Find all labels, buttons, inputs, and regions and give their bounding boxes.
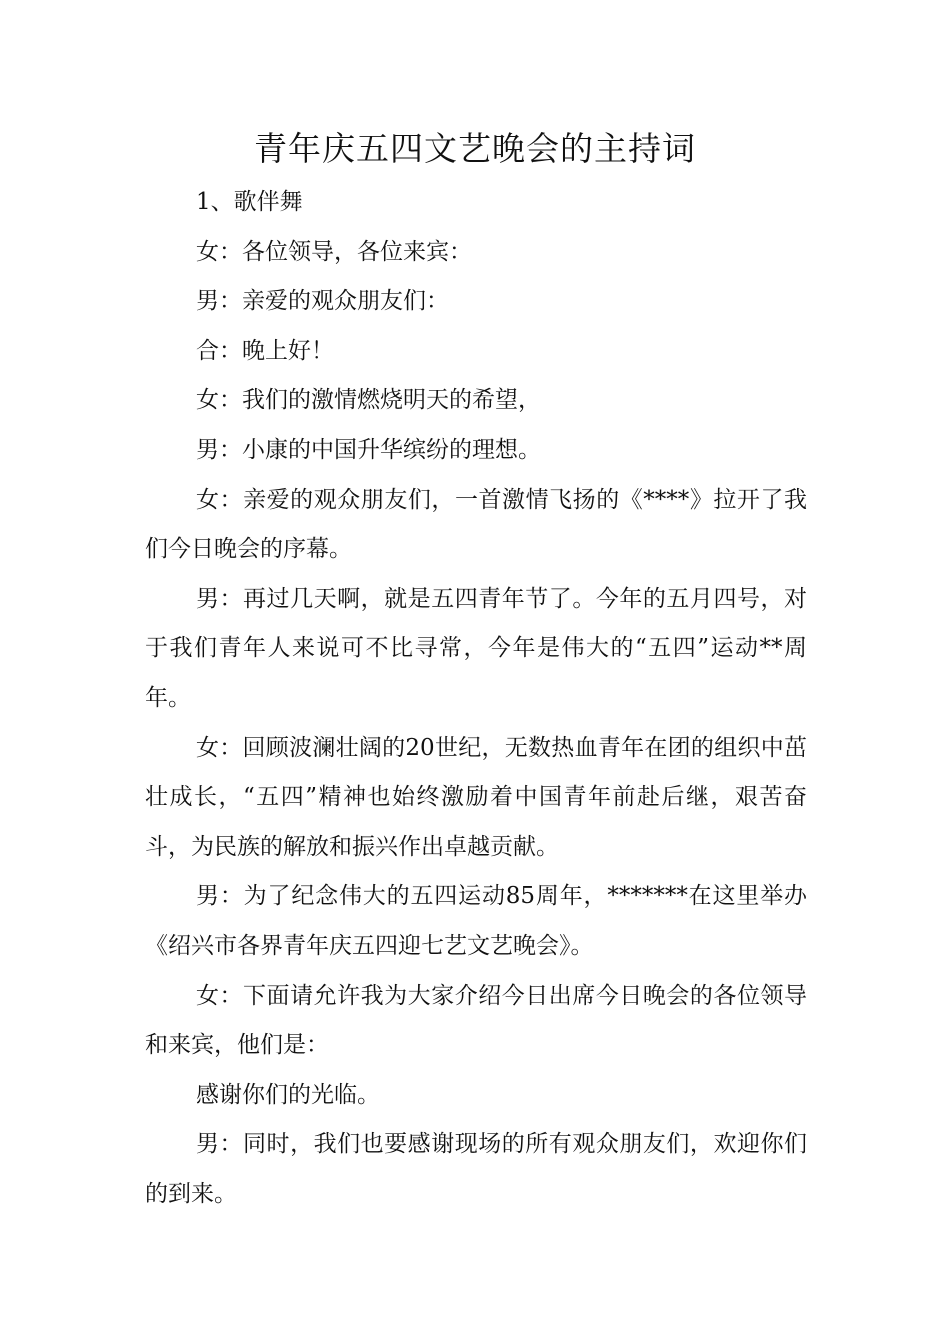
paragraph: 男：小康的中国升华缤纷的理想。: [196, 436, 541, 463]
document-title: 青年庆五四文艺晚会的主持词: [254, 129, 696, 168]
paragraph: 女：回顾波澜壮阔的20世纪，无数热血青年在团的组织中茁壮成长，“五四”精神也始终激励着中国青年前赴后继，艰苦奋斗，为民族的解放和振兴作出卓越贡献。: [145, 734, 807, 860]
paragraph: 男：为了纪念伟大的五四运动85周年，*******在这里举办《绍兴市各界青年庆五四迎七艺文艺晚会》。: [145, 883, 807, 959]
paragraph: 男：同时，我们也要感谢现场的所有观众朋友们，欢迎你们的到来。: [145, 1131, 807, 1207]
paragraph: 男：再过几天啊，就是五四青年节了。今年的五月四号，对于我们青年人来说可不比寻常，今年是伟大的“五四”运动**周年。: [145, 585, 807, 711]
paragraph: 1、歌伴舞: [196, 189, 303, 215]
paragraph: 感谢你们的光临。: [196, 1081, 380, 1108]
document-body: [145, 178, 807, 1219]
paragraph: 合：晚上好！: [196, 337, 334, 364]
paragraph: 女：各位领导，各位来宾：: [196, 238, 472, 265]
paragraph: 女：下面请允许我为大家介绍今日出席今日晚会的各位领导和来宾，他们是：: [145, 982, 807, 1059]
paragraph: 女：亲爱的观众朋友们，一首激情飞扬的《****》拉开了我们今日晚会的序幕。: [145, 486, 807, 563]
paragraph: 女：我们的激情燃烧明天的希望，: [196, 387, 541, 414]
paragraph: 男：亲爱的观众朋友们：: [196, 288, 449, 315]
